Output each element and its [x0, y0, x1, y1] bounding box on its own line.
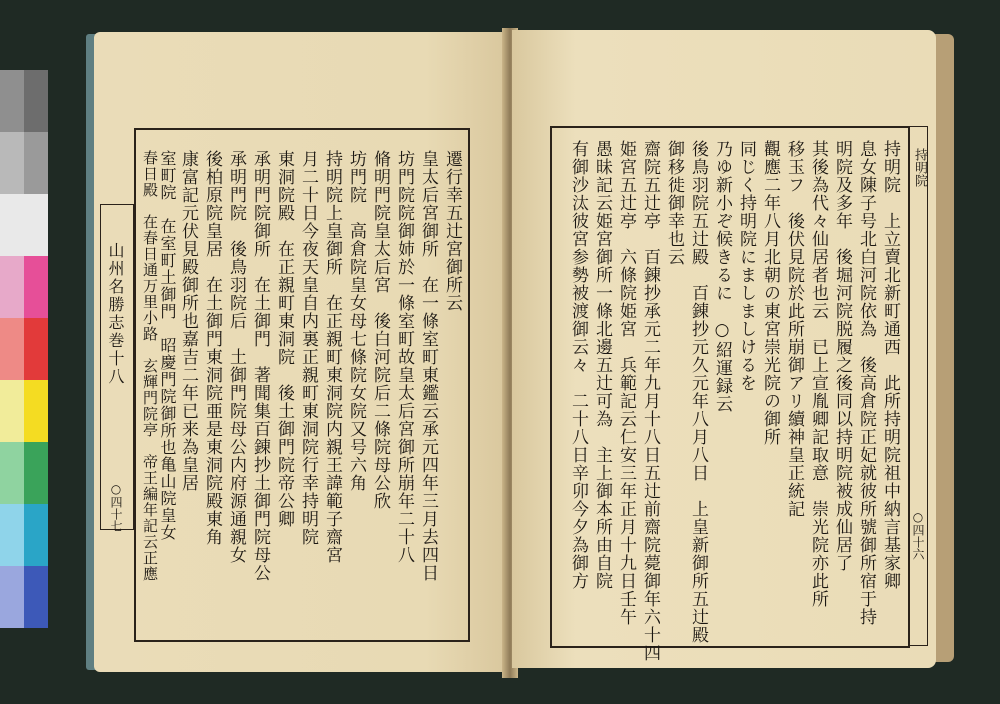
color-patch [24, 380, 48, 442]
page-number: ○四十六 [911, 510, 925, 560]
color-patch [24, 318, 48, 380]
text-column: 承明門院御所 在土御門 著聞集百錬抄土御門院母公 [250, 150, 270, 582]
text-column: 月二十日今夜天皇自内裏正親町東洞院行幸持明院 [298, 150, 318, 546]
text-column: 愚昧記云姫宮御所一條北邊五辻可為 主上御本所由自院 [592, 140, 612, 590]
text-column: 持明院 上立賣北新町通西 此所持明院祖中納言基家卿 [880, 140, 900, 590]
text-column: 乃ゆ新小ぞ候きるに ○紹運録云 [712, 140, 732, 413]
color-patch [24, 566, 48, 628]
text-column: 御移徙御幸也云 [664, 140, 684, 266]
text-column: 息女陳子号北白河院依為 後高倉院正妃就彼所號御所宿于持 [856, 140, 876, 626]
color-patch [0, 380, 24, 442]
text-column: 室町院 在室町土御門 昭慶門院御所也亀山院皇女 [158, 150, 177, 541]
text-column: 其後為代々仙居者也云 已上宣胤卿記取意 崇光院亦此所 [808, 140, 828, 608]
text-column: 康富記元伏見殿御所也嘉吉二年已来為皇居 [178, 150, 198, 492]
text-column: 後柏原院皇居 在土御門東洞院亜是東洞院殿東角 [202, 150, 222, 546]
text-column: 後鳥羽院五辻殿 百錬抄元久元年八月八日 上皇新御所五辻殿 [688, 140, 708, 644]
color-patch [24, 256, 48, 318]
color-patch [24, 442, 48, 504]
text-column: 春日殿 在春日通万里小路 玄輝門院亭 帝王編年記云正應 [141, 150, 159, 582]
text-column: 明院及多年 後堀河院脱履之後同以持明院被成仙居了 [832, 140, 852, 572]
text-column: 坊門院 高倉院皇女母七條院女院又号六角 [346, 150, 366, 492]
book-page-edges [934, 34, 954, 662]
page-number: ○四十七 [109, 482, 123, 532]
margin-title: 山州名勝志巻十八 [106, 242, 125, 386]
margin-column-frame [908, 126, 928, 646]
color-patch [0, 442, 24, 504]
text-column: 承明門院 後鳥羽院后 土御門院母公内府源通親女 [226, 150, 246, 564]
margin-header-label: 持明院 [912, 148, 927, 187]
color-patch [0, 132, 24, 194]
color-patch [0, 194, 48, 256]
text-column: 齋院五辻亭 百錬抄承元二年九月十八日五辻前齋院薨御年六十四 [640, 140, 660, 662]
text-column: 同じく持明院にましましけるを [736, 140, 756, 392]
right-page [512, 30, 936, 668]
text-column: 觀應二年八月北朝の東宮崇光院の御所 [760, 140, 780, 446]
left-page [94, 32, 508, 672]
text-column: 脩明門院皇太后宮 後白河院后二條院母公欣 [370, 150, 390, 510]
color-patch [0, 318, 24, 380]
color-patch [0, 566, 24, 628]
color-patch [0, 504, 24, 566]
text-column: 坊門院院御姉於一條室町故皇太后宮御所崩年二十八 [394, 150, 414, 564]
color-patch [24, 132, 48, 194]
text-column: 有御沙汰彼宮参勢被渡御云々 二十八日辛卯今夕為御方 [568, 140, 588, 590]
text-column: 東洞院殿 在正親町東洞院 後土御門院帝公卿 [274, 150, 294, 528]
text-column: 皇太后宮御所 在一條室町東鑑云承元四年三月去四日 [418, 150, 438, 582]
open-book [86, 28, 954, 678]
text-column: 移玉フ 後伏見院於此所崩御アリ續神皇正統記 [784, 140, 804, 518]
color-patch [0, 70, 24, 132]
color-patch [24, 504, 48, 566]
color-patch [0, 256, 24, 318]
color-patch [24, 70, 48, 132]
text-column: 遷行幸五辻宮御所云 [442, 150, 462, 312]
text-column: 姫宮五辻亭 六條院姫宮 兵範記云仁安三年正月十九日壬午 [616, 140, 636, 626]
text-column: 持明院上皇御所 在正親町東洞院内親王諱範子齋宮 [322, 150, 342, 564]
color-calibration-strip [0, 70, 48, 636]
